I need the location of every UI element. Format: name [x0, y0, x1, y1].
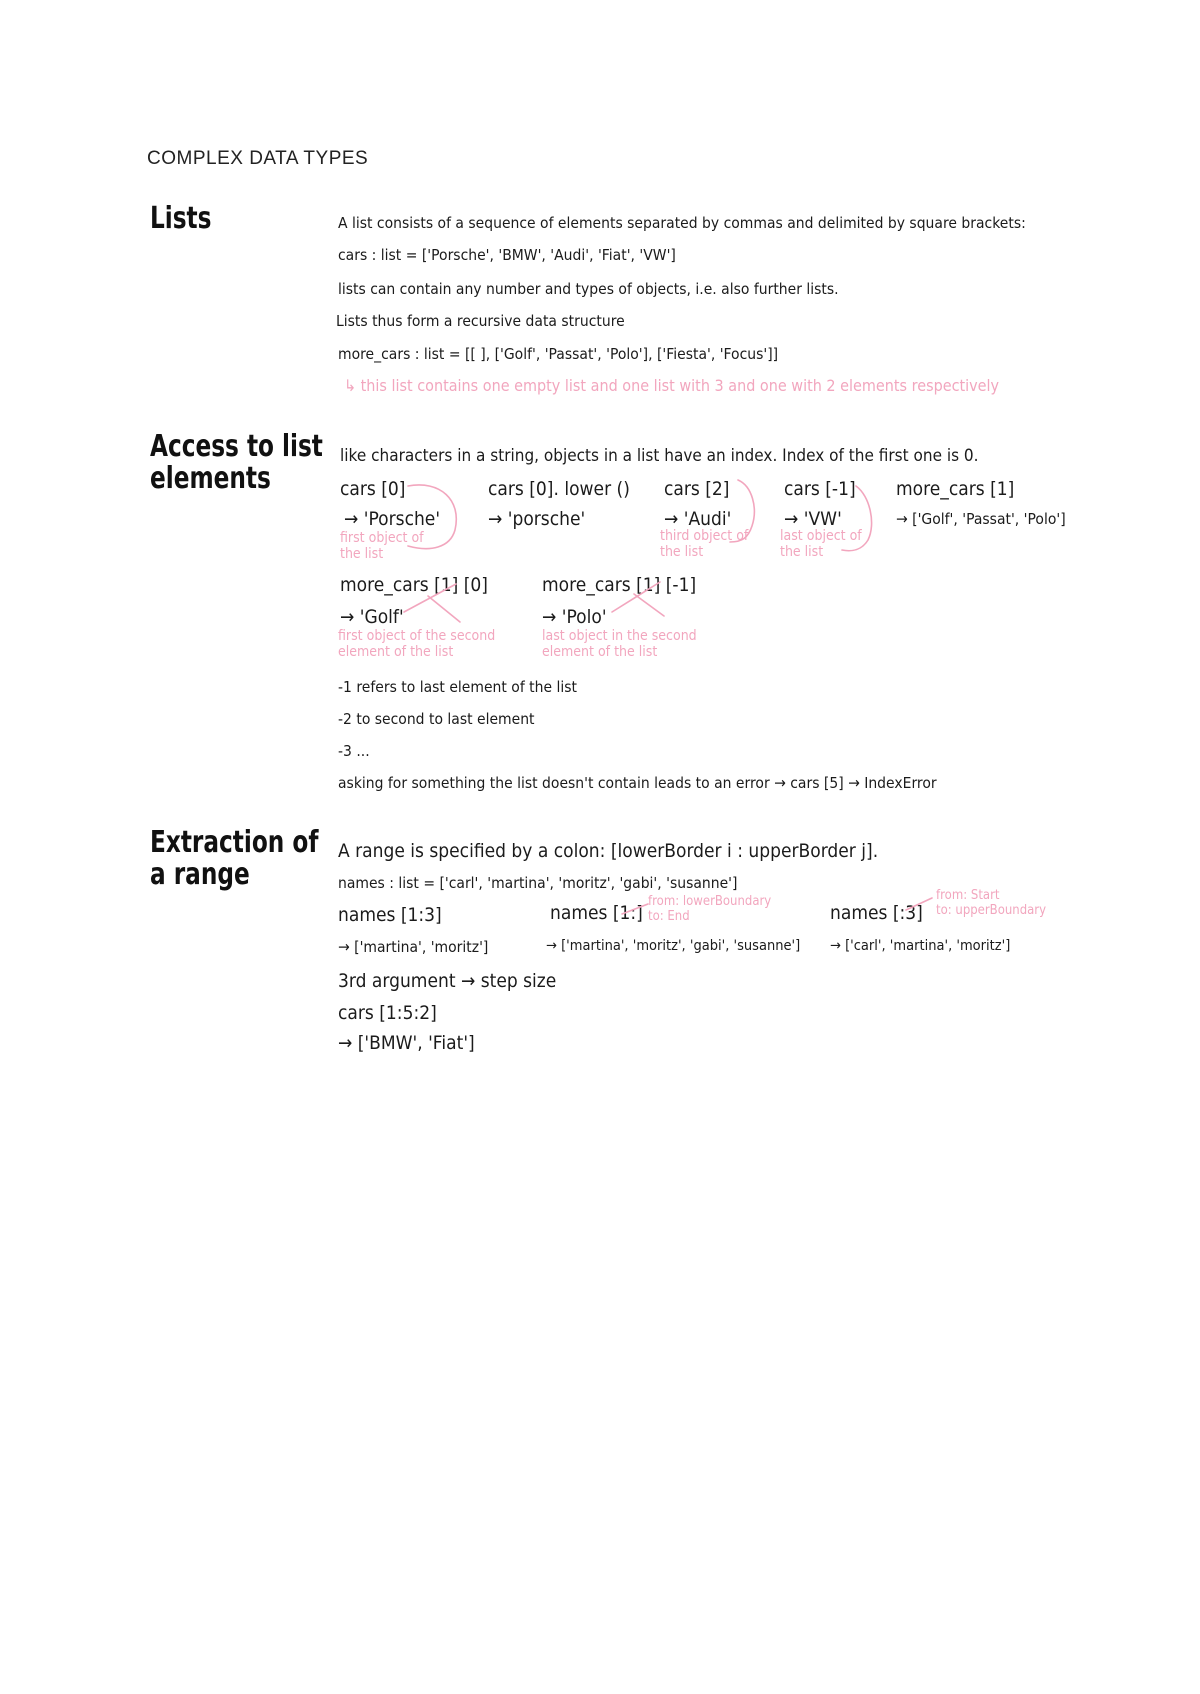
note-names-1-colon: from: lowerBoundary to: End: [648, 894, 772, 924]
negative-index-2: -2 to second to last element: [338, 710, 535, 728]
result-more-cars-1-0: → 'Golf': [340, 606, 404, 628]
note-cars-2: third object of the list: [660, 528, 749, 560]
example-cars-0: cars [0]: [340, 478, 406, 500]
example-more-cars-1: more_cars [1]: [896, 478, 1015, 500]
index-error-text: asking for something the list doesn't contain leads to an error → cars [5] → IndexError: [338, 774, 937, 792]
example-cars-0-lower: cars [0]. lower (): [488, 478, 630, 500]
step-example-code: cars [1:5:2]: [338, 1002, 437, 1024]
negative-index-3: -3 ...: [338, 742, 370, 760]
example-cars-minus1: cars [-1]: [784, 478, 856, 500]
recursive-structure-text: Lists thus form a recursive data structure: [336, 312, 625, 330]
range-heading-line2: a range: [150, 857, 250, 892]
example-more-cars-1-minus1: more_cars [1] [-1]: [542, 574, 697, 596]
example-more-cars-1-0: more_cars [1] [0]: [340, 574, 488, 596]
result-more-cars-1: → ['Golf', 'Passat', 'Polo']: [896, 510, 1066, 528]
example-names-1-3: names [1:3]: [338, 904, 442, 926]
negative-index-1: -1 refers to last element of the list: [338, 678, 577, 696]
range-heading-line1: Extraction of: [150, 825, 319, 860]
example-cars-2: cars [2]: [664, 478, 730, 500]
access-heading-line1: Access to list: [150, 429, 323, 464]
result-cars-0-lower: → 'porsche': [488, 508, 586, 530]
note-names-colon-3: from: Start to: upperBoundary: [936, 888, 1047, 918]
lists-definition: A list consists of a sequence of elements separated by commas and delimited by square brackets:: [338, 214, 1026, 232]
names-list-code: names : list = ['carl', 'martina', 'moritz', 'gabi', 'susanne']: [338, 874, 738, 892]
cars-list-code: cars : list = ['Porsche', 'BMW', 'Audi', 'Fiat', 'VW']: [338, 246, 676, 264]
result-cars-minus1: → 'VW': [784, 508, 842, 530]
result-names-colon-3: → ['carl', 'martina', 'moritz']: [830, 938, 1011, 954]
note-cars-minus1: last object of the list: [780, 528, 862, 560]
more-cars-annotation: ↳ this list contains one empty list and one list with 3 and one with 2 elements respectively: [344, 376, 1000, 395]
access-intro: like characters in a string, objects in a list have an index. Index of the first one is 0.: [340, 446, 979, 466]
result-names-1-colon: → ['martina', 'moritz', 'gabi', 'susanne']: [546, 938, 801, 954]
page-title: COMPLEX DATA TYPES: [147, 148, 369, 169]
result-cars-2: → 'Audi': [664, 508, 732, 530]
step-size-label: 3rd argument → step size: [338, 970, 557, 992]
result-names-1-3: → ['martina', 'moritz']: [338, 938, 489, 956]
range-intro: A range is specified by a colon: [lowerBorder i : upperBorder j].: [338, 840, 879, 862]
lists-heading: Lists: [150, 201, 212, 236]
note-more-cars-1-0: first object of the second element of the list: [338, 628, 496, 660]
lists-contain-text: lists can contain any number and types of objects, i.e. also further lists.: [338, 280, 839, 298]
example-names-1-colon: names [1:]: [550, 902, 643, 924]
more-cars-list-code: more_cars : list = [[ ], ['Golf', 'Passat', 'Polo'], ['Fiesta', 'Focus']]: [338, 345, 779, 363]
result-more-cars-1-minus1: → 'Polo': [542, 606, 607, 628]
step-example-result: → ['BMW', 'Fiat']: [338, 1032, 475, 1054]
result-cars-0: → 'Porsche': [344, 508, 441, 530]
note-cars-0: first object of the list: [340, 530, 424, 562]
example-names-colon-3: names [:3]: [830, 902, 923, 924]
note-more-cars-1-minus1: last object in the second element of the list: [542, 628, 697, 660]
access-heading-line2: elements: [150, 461, 271, 496]
